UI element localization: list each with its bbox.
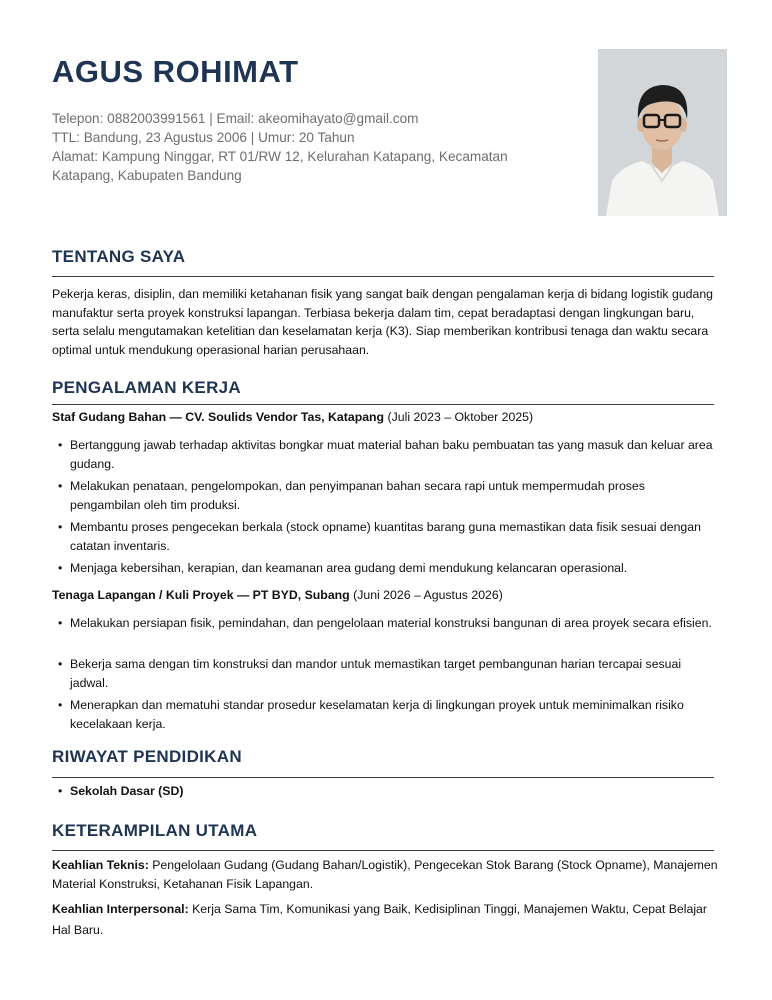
job-1-period: (Juli 2023 – Oktober 2025) [387,410,534,424]
candidate-name: AGUS ROHIMAT [52,54,299,89]
interpersonal-skills-label: Keahlian Interpersonal: [52,902,189,916]
list-item [58,782,718,801]
contact-block [52,109,572,185]
bullet-mark: • [58,616,63,630]
profile-photo [598,49,727,216]
bullet-text: Membantu proses pengecekan berkala (stock opname) kuantitas barang guna memastikan data fisik sesuai dengan catatan inventaris. [70,520,701,553]
bullet-mark: • [58,479,63,493]
bullet-text: Melakukan persiapan fisik, pemindahan, dan pengelolaan material konstruksi bangunan di area proyek secara efisien. [70,616,712,630]
bullet-text: Melakukan penataan, pengelompokan, dan penyimpanan bahan secara rapi untuk mempermudah proses pengambilan oleh tim produksi. [70,479,645,512]
technical-skills-text: Pengelolaan Gudang (Gudang Bahan/Logistik), Pengecekan Stok Barang (Stock Opname), Manajemen Material Konstruksi, Ketahanan Fisik Lapangan. [52,858,718,891]
experience-section-title: PENGALAMAN KERJA [52,378,241,397]
bullet-text: Bekerja sama dengan tim konstruksi dan mandor untuk memastikan target pembangunan harian tercapai sesuai jadwal. [70,657,682,690]
list-item [58,518,718,555]
skills-divider [52,850,714,851]
contact-line: Telepon: 0882003991561 | Email: akeomihayato@gmail.com [52,111,419,126]
interpersonal-skills [52,899,718,941]
experience-divider [52,404,714,405]
about-divider [52,276,714,277]
bullet-mark: • [58,698,63,712]
list-item [58,655,718,692]
about-text: Pekerja keras, disiplin, dan memiliki ketahanan fisik yang sangat baik dengan pengalaman kerja di bidang logistik gudang manufaktur serta proyek konstruksi lapangan. Terbiasa bekerja dalam tim, cepat beradaptasi dengan lingkungan baru, serta selalu mengutamakan ketelitian dan keselamatan kerja (K3). Siap memberikan kontribusi tenaga dan waktu secara optimal untuk mendukung operasional harian perusahaan. [52,287,714,357]
address-line-1: Alamat: Kampung Ninggar, RT 01/RW 12, Kelurahan Katapang, Kecamatan [52,149,508,164]
bullet-text: Bertanggung jawab terhadap aktivitas bongkar muat material bahan baku pembuatan tas yang masuk dan keluar area gudang. [70,438,713,471]
skills-section-title: KETERAMPILAN UTAMA [52,821,258,840]
education-item: Sekolah Dasar (SD) [70,784,184,798]
job-2-role: Tenaga Lapangan / Kuli Proyek — PT BYD, Subang [52,588,350,602]
bullet-mark: • [58,561,63,575]
education-section-title: RIWAYAT PENDIDIKAN [52,747,242,766]
technical-skills-label: Keahlian Teknis: [52,858,149,872]
portrait-illustration [598,49,727,216]
bullet-text: Menjaga kebersihan, kerapian, dan keamanan area gudang demi mendukung kelancaran operasional. [70,561,628,575]
interpersonal-skills-text: Kerja Sama Tim, Komunikasi yang Baik, Kedisiplinan Tinggi, Manajemen Waktu, Cepat Belajar Hal Baru. [52,902,707,937]
list-item [58,696,718,733]
list-item [58,477,718,514]
bullet-mark: • [58,784,63,798]
bullet-mark: • [58,520,63,534]
bullet-mark: • [58,438,63,452]
education-divider [52,777,714,778]
job-1-role: Staf Gudang Bahan — CV. Soulids Vendor Tas, Katapang [52,410,385,424]
about-section-title: TENTANG SAYA [52,247,186,266]
job-2-period: (Juni 2026 – Agustus 2026) [353,588,503,602]
bullet-text: Menerapkan dan mematuhi standar prosedur keselamatan kerja di lingkungan proyek untuk meminimalkan risiko kecelakaan kerja. [70,698,684,731]
birth-line: TTL: Bandung, 23 Agustus 2006 | Umur: 20 Tahun [52,130,355,145]
list-item [58,559,718,578]
technical-skills [52,856,718,893]
job-1-heading [52,410,722,424]
list-item [58,614,718,633]
job-2-heading [52,588,722,602]
bullet-mark: • [58,657,63,671]
list-item [58,436,718,473]
address-line-2: Katapang, Kabupaten Bandung [52,168,242,183]
